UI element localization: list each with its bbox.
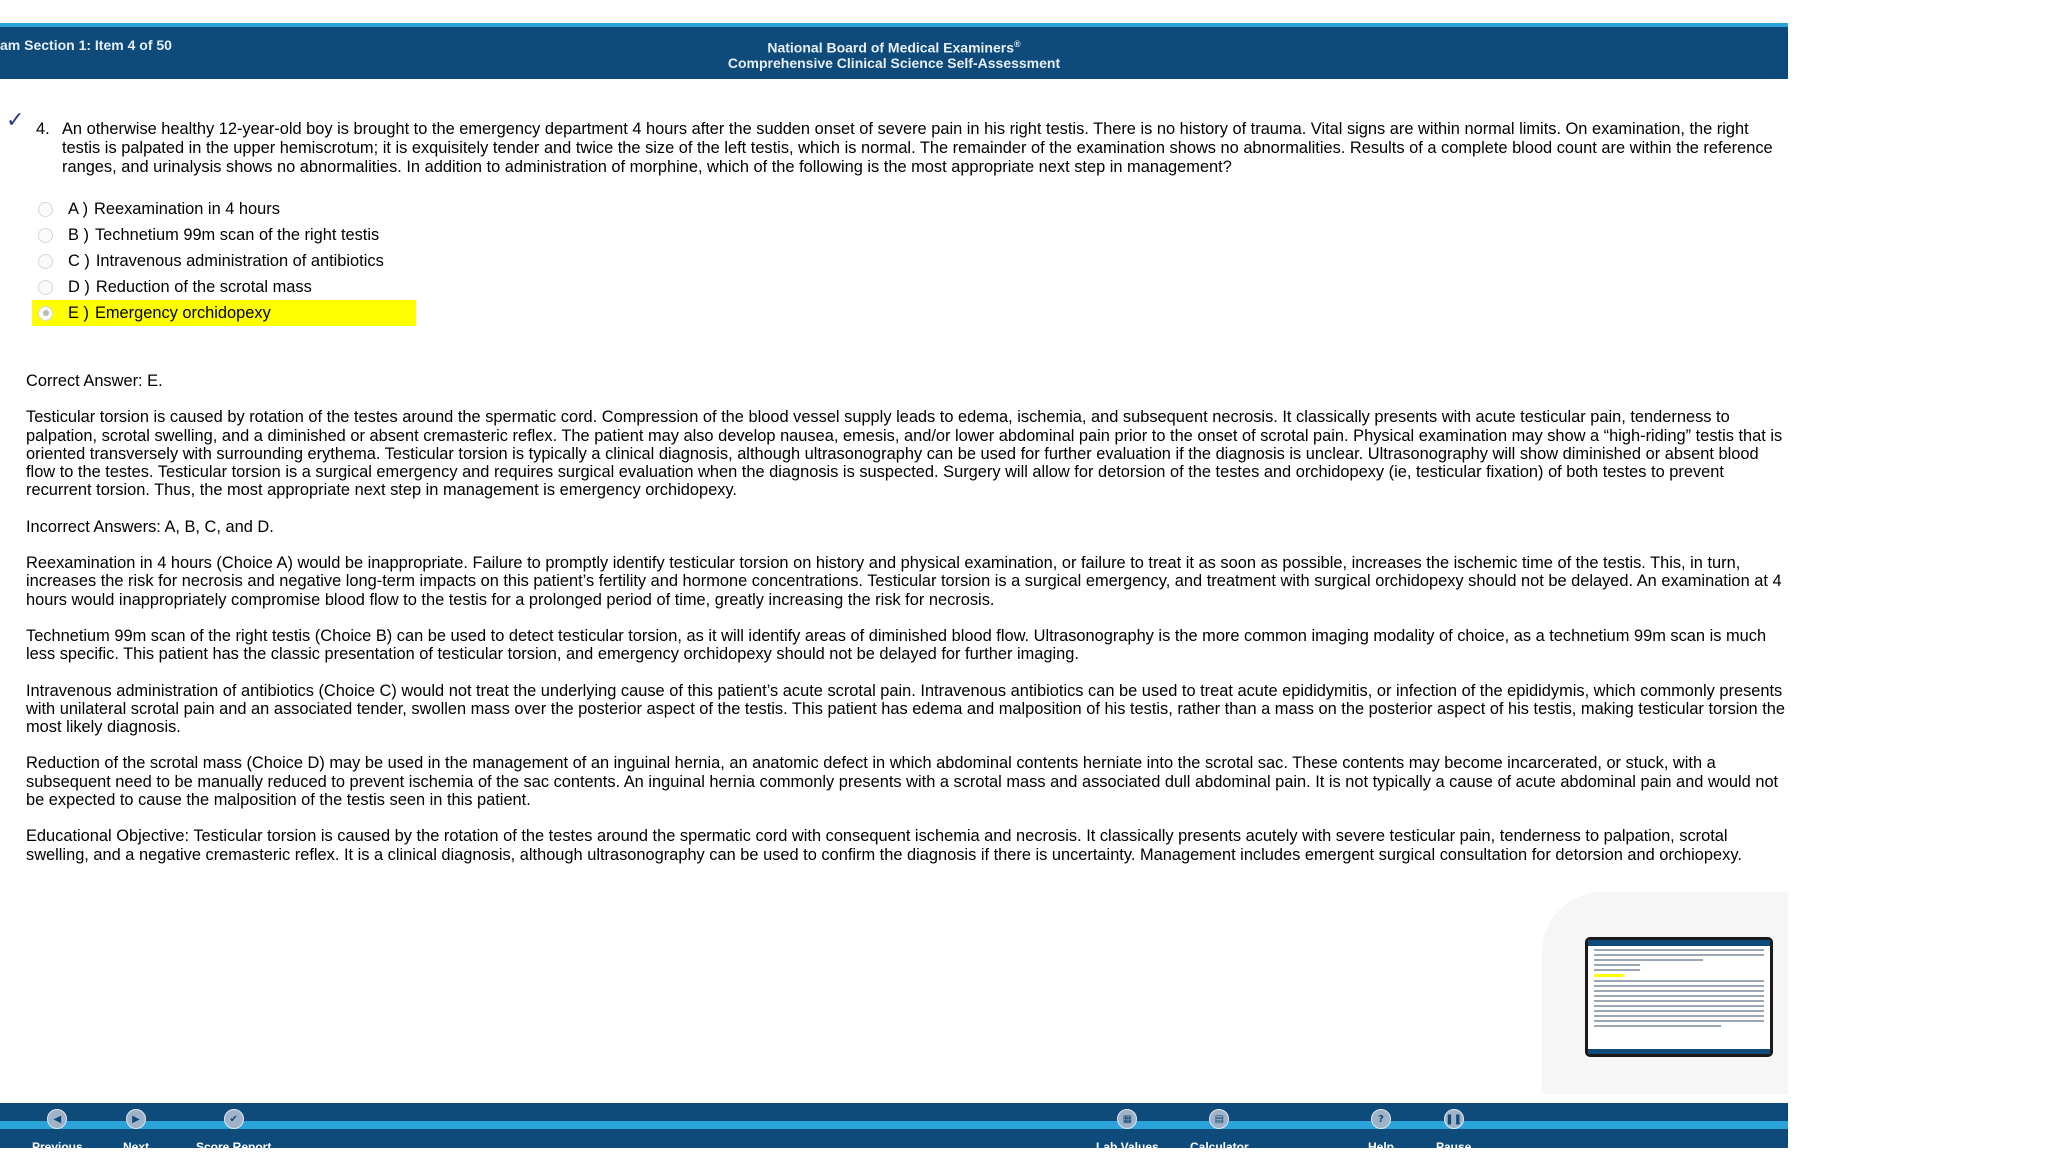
explanation-choice-a: Reexamination in 4 hours (Choice A) would be inappropriate. Failure to promptly identify testicular torsion on history and physical examination, or failure to treat it as soon as possible, increases the ischemic time of the testis. This, in turn, increases the risk for necrosis and negative long-term impacts on this patient’s fertility and hormone concentrations. Testicular torsion is a surgical emergency, and treatment with surgical orchidopexy should not be delayed. An examination at 4 hours would inappropriately compromise blood flow to the testis for a prolonged period of time, greatly increasing the risk for necrosis. [26, 554, 1782, 609]
option-letter: E ) [68, 303, 89, 322]
registered-mark: ® [1013, 39, 1021, 49]
lab-values-button[interactable] [1096, 1109, 1159, 1154]
radio-button-icon[interactable] [38, 202, 53, 217]
option-text: Technetium 99m scan of the right testis [94, 225, 380, 244]
radio-button-selected-icon[interactable] [38, 306, 53, 321]
radio-button-icon[interactable] [38, 228, 53, 243]
answer-explanation [26, 372, 1786, 882]
screenshot-thumbnail[interactable] [1585, 937, 1773, 1057]
answer-option-b[interactable] [32, 222, 416, 248]
question-stem [36, 120, 1776, 177]
option-letter: A ) [68, 199, 89, 218]
answer-option-d[interactable] [32, 274, 416, 300]
check-icon[interactable]: ✓ [6, 108, 25, 133]
calculator-button[interactable] [1190, 1109, 1249, 1154]
pause-label: Pause [1436, 1140, 1472, 1154]
lab-values-label: Lab Values [1096, 1140, 1159, 1154]
bottom-toolbar [0, 1103, 1788, 1154]
next-icon: ▶ [126, 1109, 146, 1129]
radio-dot-icon [43, 310, 49, 316]
radio-button-icon[interactable] [38, 280, 53, 295]
exam-title [0, 37, 1788, 71]
question-text: An otherwise healthy 12-year-old boy is brought to the emergency department 4 hours after the sudden onset of severe pain in his right testis. There is no history of trauma. Vital signs are within normal limits. On examination, the right testis is palpated in the upper hemiscrotum; it is exquisitely tender and twice the size of the left testis, which is normal. The remainder of the examination shows no abnormalities. Results of a complete blood count are within the reference ranges, and urinalysis shows no abnormalities. In addition to administration of morphine, which of the following is the most appropriate next step in management? [62, 120, 1773, 176]
help-button[interactable] [1368, 1109, 1394, 1154]
org-name: National Board of Medical Examiners [767, 39, 1014, 56]
radio-button-icon[interactable] [38, 254, 53, 269]
option-text: Reexamination in 4 hours [94, 199, 280, 218]
correct-answer-label: Correct Answer: E. [26, 372, 163, 390]
calculator-label: Calculator [1190, 1140, 1249, 1154]
exam-name: Comprehensive Clinical Science Self-Assessment [727, 54, 1061, 71]
previous-label: Previous [32, 1140, 83, 1154]
answer-options [32, 196, 416, 326]
answer-option-a[interactable] [32, 196, 416, 222]
explanation-paragraph: Testicular torsion is caused by rotation of the testes around the spermatic cord. Compression of the blood vessel supply leads to edema, ischemia, and subsequent necrosis. It classically presents with acute testicular pain, tenderness to palpation, scrotal swelling, and a diminished or absent cremasteric reflex. The patient may also develop nausea, emesis, and/or lower abdominal pain prior to the onset of scrotal pain. Physical examination may show a “high-riding” testis that is oriented transversely with surrounding erythema. Testicular torsion is typically a clinical diagnosis, although ultrasonography can be used for further evaluation if the diagnosis is unclear. Ultrasonography will show diminished or absent blood flow to the testes. Testicular torsion is a surgical emergency and requires surgical evaluation when the diagnosis is suspected. Surgery will allow for detorsion of the testes and orchidopexy (ie, testicular fixation) of both testes to prevent recurrent torsion. Thus, the most appropriate next step in management is emergency orchidopexy. [26, 408, 1783, 500]
explanation-choice-c: Intravenous administration of antibiotics (Choice C) would not treat the underlying cause of this patient’s acute scrotal pain. Intravenous antibiotics can be used to treat acute epididymitis, or infection of the epididymis, which commonly presents with unilateral scrotal pain and an associated tender, swollen mass over the posterior aspect of the testis. This patient has edema and malposition of his testis, rather than a mass on the posterior aspect of his testis, making testicular torsion the most likely diagnosis. [26, 681, 1785, 737]
previous-button[interactable] [32, 1109, 83, 1154]
score-report-label: Score Report [196, 1140, 272, 1154]
calculator-icon: ▤ [1209, 1109, 1229, 1129]
incorrect-answers-label: Incorrect Answers: A, B, C, and D. [26, 517, 274, 536]
option-letter: B ) [68, 225, 89, 244]
previous-icon: ◀ [47, 1109, 67, 1129]
option-text: Reduction of the scrotal mass [95, 277, 312, 296]
explanation-choice-b: Technetium 99m scan of the right testis (Choice B) can be used to detect testicular torsion, as it will identify areas of diminished blood flow. Ultrasonography is the more common imaging modality of choice, as a technetium 99m scan is much less specific. This patient has the classic presentation of testicular torsion, and emergency orchidopexy should not be delayed for further imaging. [26, 626, 1767, 664]
option-letter: C ) [68, 251, 90, 270]
answer-option-e[interactable] [32, 300, 416, 326]
answer-option-c[interactable] [32, 248, 416, 274]
score-report-button[interactable] [196, 1109, 271, 1154]
exam-header-bar [0, 23, 1788, 79]
lab-values-icon: ▦ [1117, 1109, 1137, 1129]
pause-button[interactable] [1436, 1109, 1471, 1154]
question-number: 4. [36, 120, 50, 138]
educational-objective: Educational Objective: Testicular torsion is caused by the rotation of the testes around the spermatic cord with consequent ischemia and necrosis. It classically presents acutely with severe testicular pain, tenderness to palpation, scrotal swelling, and a negative cremasteric reflex. It is a clinical diagnosis, although ultrasonography can be used to confirm the diagnosis if there is uncertainty. Management includes emergent surgical consultation for detorsion and orchiopexy. [26, 827, 1742, 864]
pause-icon: ❚❚ [1444, 1109, 1464, 1129]
explanation-choice-d: Reduction of the scrotal mass (Choice D) may be used in the management of an inguinal hernia, an anatomic defect in which abdominal contents herniate into the scrotal sac. These contents may become incarcerated, or stuck, with a subsequent need to be manually reduced to prevent ischemia of the sac contents. An inguinal hernia commonly presents with a scrotal mass and associated dull abdominal pain. It is not typically a cause of acute abdominal pain and would not be expected to cause the malposition of the testis seen in this patient. [26, 754, 1779, 810]
next-button[interactable] [123, 1109, 149, 1154]
score-report-icon: ✔ [224, 1109, 244, 1129]
section-item-label: am Section 1: Item 4 of 50 [0, 37, 172, 53]
help-icon: ? [1371, 1109, 1391, 1129]
next-label: Next [123, 1140, 150, 1154]
help-label: Help [1368, 1140, 1395, 1154]
option-text: Intravenous administration of antibiotics [95, 251, 384, 270]
option-text: Emergency orchidopexy [94, 303, 271, 322]
option-letter: D ) [68, 277, 90, 296]
